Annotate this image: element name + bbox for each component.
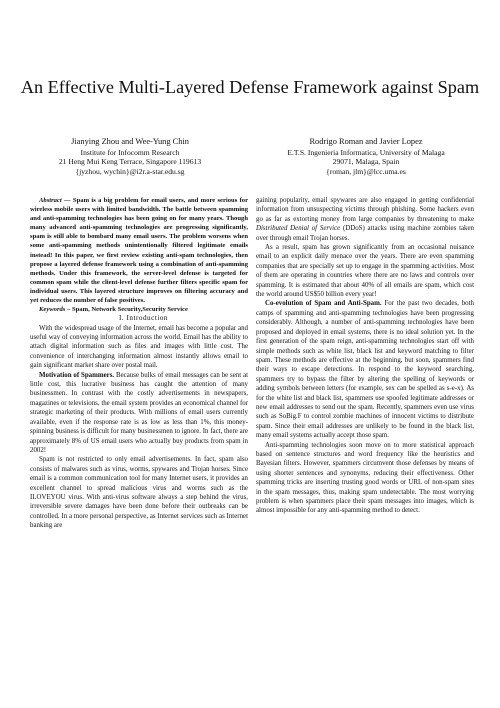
keywords [30,305,248,314]
abstract-text: Spam is a big problem for email users, and more serious for wireless mobile users with limited bandwidth. The battle between spamming and anti-spamming technologies has been going on for many years. Though many advanced anti-spamming technologies are progressing significantly, spam is still able to bombard many email users. The problem worsens when some anti-spamming methods unintentionally filtered legitimate emails instead! In this paper, we first review existing anti-spam technologies, then propose a layered defense framework using a combination of anti-spamming methods. Under this framework, the server-level defense is targeted for common spam while the client-level defense further filters specific spam for individual users. This layered structure improves on filtering accuracy and yet reduces the number of false positives. [30,197,248,305]
author-email: {jyzhou, wychin}@i2r.a-star.edu.sg [75,166,185,176]
section-heading: I. Introduction [118,314,169,323]
body-paragraph: With the widespread usage of the Internet, email has become a popular and useful way of conveying information across the world. Email has the ability to attach digital information such as files and images with little cost. The convenience of interchanging information almost instantly allows email to gain significant market share over postal mail. [30,324,248,370]
paragraph-lead-in: Co-evolution of Spam and Anti-Spam. [265,300,382,308]
abstract-lead: Abstract — [39,197,71,204]
author-names: Jianying Zhou and Wee-Yung Chin [71,137,189,146]
author-email: {roman, jlm}@lcc.uma.es [326,166,406,176]
keywords-text: Spam, Network Security,Security Service [70,306,188,314]
keywords-lead: Keywords – [39,306,71,314]
body-paragraph: Spam is not restricted to only email advertisements. In fact, spam also consists of malwares such as virus, worms, spywares and Trojan horses. Since email is a common communication tool for many Internet users, it provides an excellent channel to spread malicious virus and worms such as the ILOVEYOU virus. With anti-virus software always a step behind the virus, irreversible severe damages have been done before their outbreaks can be controlled. In a more personal perspective, as Internet services such as Internet banking are [30,456,248,530]
right-column [256,196,474,516]
paragraph-lead-in: Motivation of Spammers. [39,371,115,379]
paragraph-text: Because bulks of email messages can be sent at little cost, this lucrative business has caught the attention of many businessmen. In contrast with the costly advertisements in newspapers, magazines or televisions, the email system provides an economical channel for strategic marketing of their products. With millions of email users currently available, even if the response rate is as low as less than 1%, this money-spinning business is difficult for many businessmen to ignore. In fact, there are approximately 8% of US email users who actually buy products from spam in 2002! [30,371,248,454]
emphasis-text: Distributed Denial of Service [256,225,341,233]
body-paragraph [256,299,474,440]
abstract [30,196,248,305]
body-paragraph: Anti-spamming technologies soon move on to more statistical approach based on sentence structures and word frequency like the heuristics and Bayesian filters. However, spammers circumvent those defenses by means of using shorter sentences and synonyms, reducing their effectiveness. Other spamming tricks are inserting trusting good words or URL of non-spam sites in the spam messages, thus, making spam undetectable. The most worrying problem is when spammers place their spam messages into images, which is almost impossible for any anti-spamming method to detect. [256,441,474,515]
body-paragraph [30,371,248,456]
author-group-1 [20,137,240,176]
left-column [30,196,248,531]
paragraph-text: (DDoS) attacks using machine zombies taken over through email Trojan horses. [256,225,474,242]
body-paragraph: As a result, spam has grown significantly from an occasional nuisance email to an explicit daily menace over the years. There are even spamming companies that are specially set up to engage in the spamming activities. Most of them are operating in countries where there are no laws and controls over spamming. It is estimated that about 40% of all emails are spam, which cost the world around US$50 billion every year! [256,244,474,299]
affiliation-line: Institute for Infocomm Research [80,147,180,157]
affiliation-line: 29071, Malaga, Spain [332,157,400,167]
author-group-2 [256,137,476,176]
author-names: Rodrigo Roman and Javier Lopez [309,137,423,146]
body-paragraph [256,196,474,243]
author-block [20,137,480,179]
paragraph-text: gaining popularity, email spywares are also engaged in getting confidential information from unsuspecting victims through phishing. Some hackers even go as far as extorting money from large companies by threatening to make [256,197,474,223]
paper-title: An Effective Multi-Layered Defense Framework against Spam [20,77,480,97]
affiliation-line: E.T.S. Ingenieria Informatica, University of Malaga [287,147,445,157]
paragraph-text: For the past two decades, both camps of spamming and anti-spamming technologies have been progressing considerably. Although, a number of anti-spamming technologies have been proposed and deployed in email systems, there is no ideal solution yet. In the first generation of the spam reign, anti-spamming technologies start off with simple methods such as white list, black list and keyword matching to filter spam. These methods are effective at the beginning, but soon, spammers find their ways to escape detections. In respond to the keyword searching, spammers try to bypass the filter by altering the spelling of keywords or adding symbols between letters (for example, sex can be spelled as s-e-x). As for the white list and black list, spammers use spoofed legitimate addresses or new email addresses to send out the spam. Recently, spammers even use virus such as SoBig.F to control zombie machines of innocent victims to distribute spam. Since their email addresses are unlikely to be found in the black list, many email systems actually accept those spam. [256,300,474,440]
affiliation-line: 21 Heng Mui Keng Terrace, Singapore 119613 [58,157,202,167]
